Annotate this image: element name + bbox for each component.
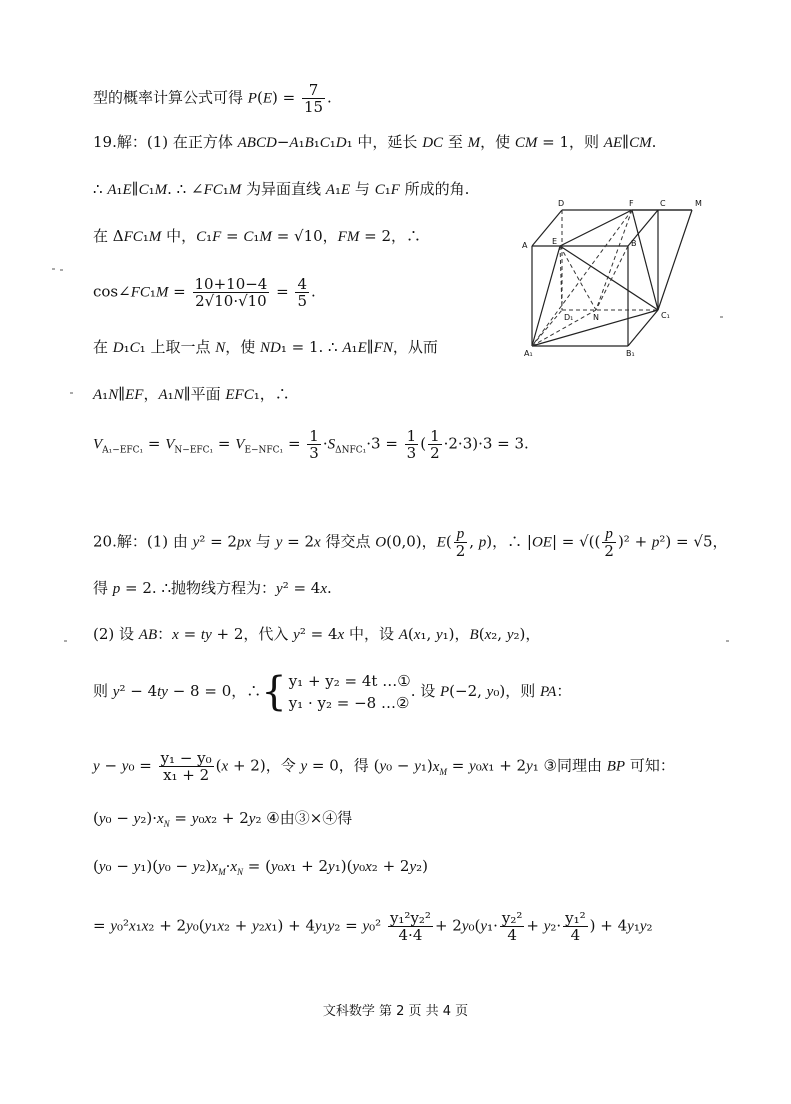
page-footer: 文科数学 第 2 页 共 4 页 [322,1004,469,1019]
text-line-volume: $V_{A_1-EFC_1} = V_{N-EFC_1} = V_{E-NFC_1}$ = $\frac{1}{3}$ $\cdot S_{\Delta NFC_1}\cdot 3$ = $\frac{1}{3}$ ( $\frac{1}{2}$ ·2·3)·3 = 3. [93,427,529,462]
segment-A1E [532,246,560,346]
scan-speck [60,269,63,271]
text-line-angle: ∴ A₁E∥C₁M. ∴ ∠FC₁M 为异面直线 A₁E 与 C₁F 所成的角. [93,180,470,198]
hidden-segment-BN [596,246,628,310]
label-N: N [593,313,599,322]
label-M: M [695,199,702,208]
fraction-p-2-a: $\frac{p}{2}$ [455,526,466,560]
scan-speck [720,316,723,318]
label-A: A [522,241,528,250]
label-C1: C₁ [661,311,670,320]
scan-speck [70,392,73,394]
text-line-expansion: = y₀²x₁x₂ + 2y₀(y₁x₂ + y₂x₁) + 4y₁y₂ = y₀² $\frac{\text{y₁²y₂²}}{4\cdot 4}$ + 2y₀(y₁· $\frac{\text{y₂²}}{4}$ + y₂· $\frac{\text{y₁²}}{4}$ ) + 4y₁y₂ [93,909,653,944]
label-B1: B₁ [626,349,635,356]
fraction-7-15: $\frac{7}{15}$ [303,81,324,116]
fraction-half: $\frac{1}{2}$ [430,427,440,462]
text-line-xn: $(y_0 - y_2)\cdot x_N = y_0x_2 + 2y_2$ ④由③×④得 [93,809,353,829]
label-E: E [552,237,558,246]
text-line-system: 则 y² − 4ty − 8 = 0，∴{ y₁ + y₂ = 4t …① y₁ · y₂ = −8 …② . 设 P(−2, y₀)，则 PA： [93,669,572,715]
segment-EF [560,210,632,246]
fraction-one-third-b: $\frac{1}{3}$ [406,427,417,462]
text-line-19-intro: 19.解：(1) 在正方体 ABCD−A₁B₁C₁D₁ 中，延长 DC 至 M，使 CM = 1，则 AE∥CM. [93,133,657,151]
equation-system: y₁ + y₂ = 4t …① y₁ · y₂ = −8 …② [288,672,411,712]
scan-speck [52,268,55,270]
fraction-p-2-b: $\frac{p}{2}$ [604,526,614,560]
text-line-triangle: 在 ΔFC₁M 中，C₁F = C₁M = √10，FM = 2，∴ [93,227,421,245]
fraction-pa-slope: $\frac{\text{y₁ − y₀}}{\text{x₁ + 2}}$ [160,749,212,784]
label-A1: A₁ [524,349,533,356]
label-B: B [631,239,637,248]
text-line-ab: (2) 设 AB：x = ty + 2，代入 y² = 4x 中，设 A(x₁, y₁)，B(x₂, y₂)， [93,625,541,643]
edge-AD [532,210,562,246]
cube-figure [512,196,712,356]
text-line-parallel-plane: A₁N∥EF，A₁N∥平面 EFC₁，∴ [93,385,290,403]
text-line-cos: cos∠FC₁M = $\frac{10+10-4}{2√10\cdot√10}$ = $\frac{4}{5}$ . [93,275,316,310]
text-line-point-n: 在 D₁C₁ 上取一点 N，使 ND₁ = 1. ∴ A₁E∥FN，从而 [93,338,438,356]
scan-speck [726,640,729,642]
text-line-prob: 型的概率计算公式可得 P(E) = $\frac{7}{15}$ . [93,81,332,116]
text-line-20-intersect: 20.解：(1) 由 y² = 2px 与 y = 2x 得交点 O(0,0)，E( $\frac{p}{2}$ , p)，∴ |OE| = √(( $\frac{p}{2}$ )² + p²) = √5， [93,526,728,560]
edge-B1C1 [628,310,658,346]
label-D1: D₁ [564,313,574,322]
fraction-y1sq: $\frac{\text{y₁²}}{4}$ [565,909,586,944]
fraction-yy: $\frac{\text{y₁²y₂²}}{4\cdot 4}$ [389,909,431,944]
hidden-segment-FA1 [532,210,632,346]
text-line-parabola: 得 p = 2. ∴抛物线方程为：y² = 4x. [93,579,332,597]
fraction-y2sq: $\frac{\text{y₂²}}{4}$ [501,909,523,944]
label-C: C [660,199,666,208]
text-line-pa: y − y₀ = $\frac{\text{y₁ − y₀}}{\text{x₁ + 2}}$ (x + 2)，令 y = 0，得 $(y_0 - y_1)x_M = y_0x_1 + 2y_1$ ③同理由 BP 可知： [93,749,675,784]
fraction-one-third-a: $\frac{1}{3}$ [309,427,319,462]
fraction-cos: $\frac{10+10-4}{2√10\cdot√10}$ [194,275,268,310]
text-line-product: $(y_0 - y_1)(y_0 - y_2)x_M\cdot x_N = (y_0x_1 + 2y_1)(y_0x_2 + 2y_2)$ [93,857,428,877]
label-D: D [558,199,565,208]
label-F: F [629,199,634,208]
edge-C1M [658,210,692,310]
fraction-4-5: $\frac{4}{5}$ [297,275,308,310]
scan-speck [64,640,67,642]
